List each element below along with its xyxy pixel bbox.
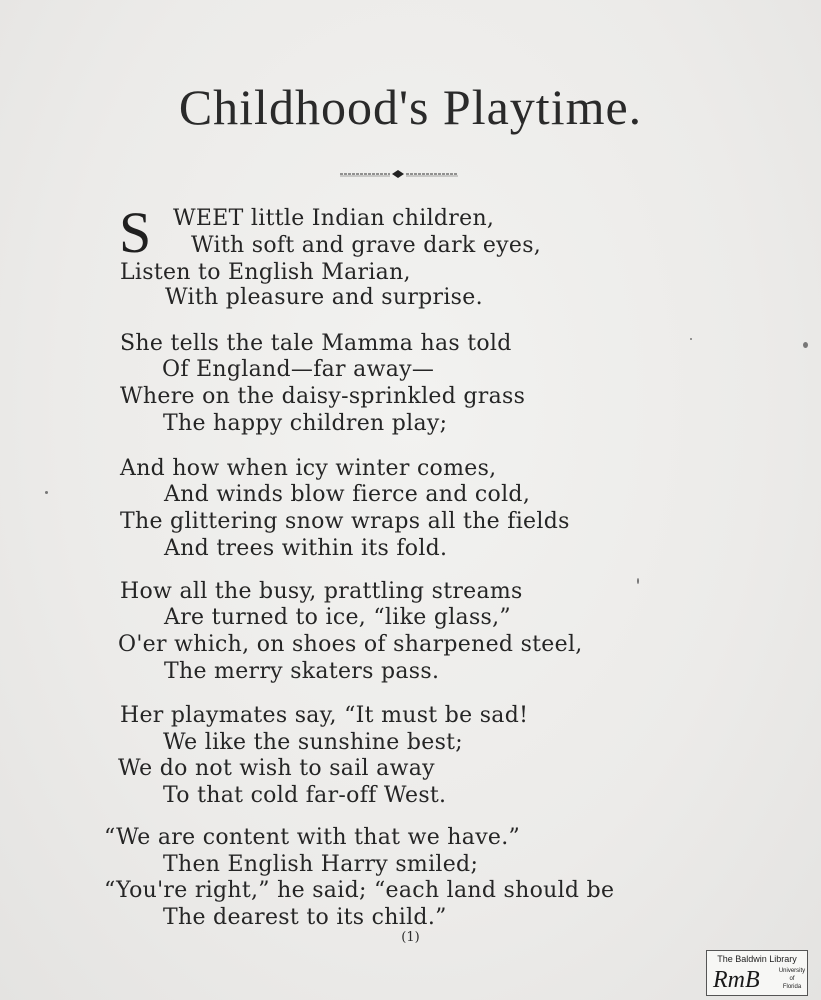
stamp-library-name: The Baldwin Library <box>717 954 797 964</box>
poem-line: WEET little Indian children, <box>173 206 495 231</box>
library-stamp <box>706 950 808 996</box>
paper-speck <box>690 338 692 340</box>
stamp-university-line: of <box>789 976 795 982</box>
poem-line: We like the sunshine best; <box>163 730 464 755</box>
poem-line: Then English Harry smiled; <box>163 852 479 877</box>
poem-line: We do not wish to sail away <box>118 756 435 781</box>
poem-line: Of England—far away— <box>162 357 435 382</box>
poem-line: And trees within its fold. <box>164 536 448 561</box>
poem-line: And how when icy winter comes, <box>120 456 497 481</box>
paper-speck <box>637 578 639 584</box>
stamp-university <box>777 967 807 991</box>
stamp-university-line: University <box>778 968 806 974</box>
drop-cap: S <box>119 200 152 265</box>
poem-line: With pleasure and surprise. <box>165 285 483 310</box>
poem-line: The glittering snow wraps all the fields <box>120 509 570 534</box>
poem-line: She tells the tale Mamma has told <box>120 331 512 356</box>
poem-line: How all the busy, prattling streams <box>120 579 523 604</box>
stamp-university-line: Florida <box>782 984 802 990</box>
poem-line: “We are content with that we have.” <box>104 825 521 850</box>
stamp-monogram: RmB <box>713 967 760 993</box>
poem-line: With soft and grave dark eyes, <box>191 233 542 258</box>
poem-line: “You're right,” he said; “each land should be <box>104 878 615 903</box>
poem-line: Her playmates say, “It must be sad! <box>120 703 529 728</box>
title-ornament <box>340 168 458 180</box>
paper-speck <box>803 342 808 348</box>
poem-line: The happy children play; <box>163 411 448 436</box>
poem-line: The merry skaters pass. <box>164 659 440 684</box>
poem-line: The dearest to its child.” <box>163 905 447 930</box>
poem-line: To that cold far-off West. <box>163 783 447 808</box>
poem-line: Listen to English Marian, <box>120 260 411 285</box>
poem-line: Where on the daisy-sprinkled grass <box>120 384 526 409</box>
poem-line: Are turned to ice, “like glass,” <box>164 605 511 630</box>
poem-title: Childhood's Playtime. <box>178 79 643 135</box>
poem-line: And winds blow fierce and cold, <box>164 482 531 507</box>
paper-speck <box>45 491 48 494</box>
page-number: (1) <box>401 930 420 945</box>
poem-line: O'er which, on shoes of sharpened steel, <box>118 632 583 657</box>
